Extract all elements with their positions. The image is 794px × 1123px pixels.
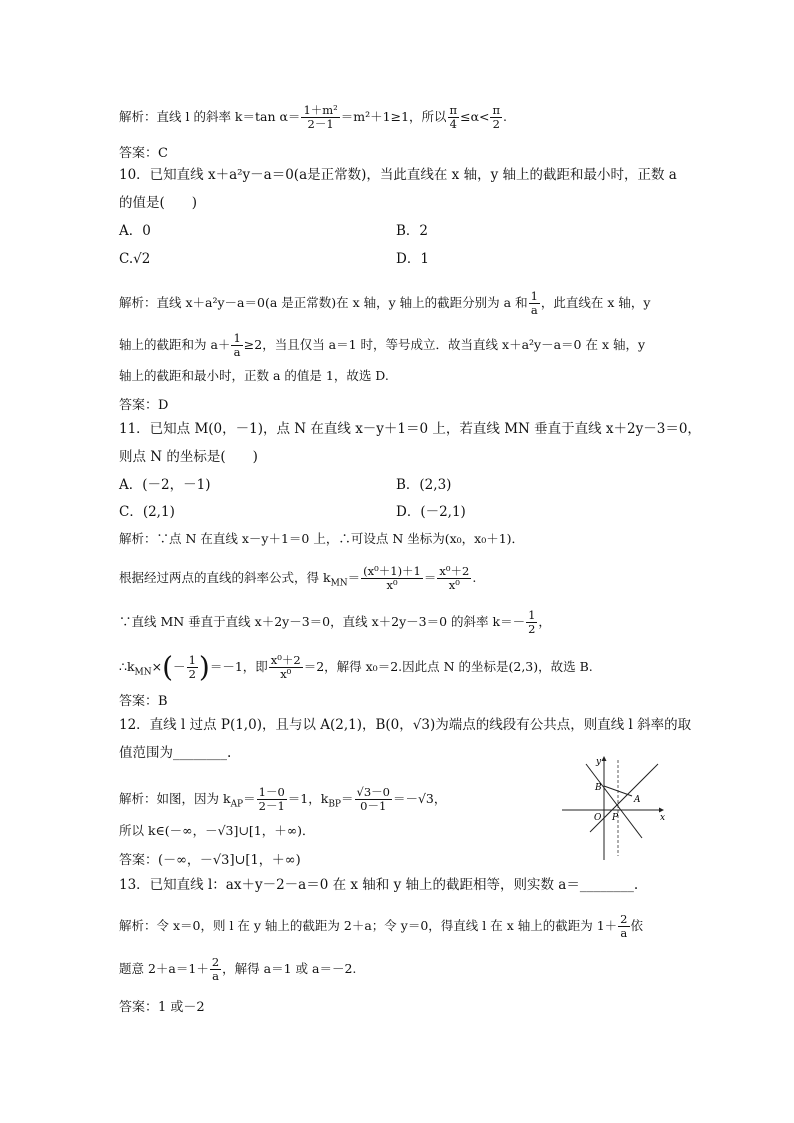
text: ∴k (119, 659, 135, 674)
question-11-line-1: 11．已知点 M(0，－1)，点 N 在直线 x－y＋1＝0 上，若直线 MN 垂直于直线 x＋2y－3＝0， (119, 421, 701, 437)
denominator: 2 (528, 622, 536, 636)
solution-12-line-1 (119, 786, 446, 814)
answer-13: 答案：1 或－2 (119, 1000, 205, 1015)
denominator: 2 (492, 117, 500, 131)
question-10-line-1: 10．已知直线 x＋a²y－a＝0(a是正常数)，当此直线在 x 轴，y 轴上的截距和最小时，正数 a (119, 167, 677, 183)
fraction (257, 786, 287, 813)
solution-11-line-1: 解析：∵点 N 在直线 x－y＋1＝0 上，∴可设点 N 坐标为(x₀，x₀＋1)． (119, 531, 525, 546)
denominator: a (233, 345, 241, 359)
solution-11-line-4 (119, 650, 593, 684)
option-b: B．(2,3) (396, 477, 452, 493)
numerator: x⁰＋2 (439, 564, 470, 578)
fraction (529, 290, 540, 317)
subscript: AP (230, 799, 244, 810)
numerator: 1 (530, 289, 538, 303)
option-b: B．2 (396, 223, 429, 239)
denominator: a (530, 303, 538, 317)
denominator: 2 (188, 667, 196, 681)
text: 轴上的截距和为 a＋ (119, 337, 231, 352)
option-c: C.√2 (119, 251, 151, 267)
option-a: A．0 (119, 223, 151, 239)
fraction (210, 956, 221, 983)
text: × (151, 659, 163, 674)
numerator: π (449, 103, 458, 117)
text: ＝ (243, 791, 256, 806)
numerator: π (492, 103, 501, 117)
text: ＝m²＋1≥1，所以 (340, 109, 447, 124)
text: . (503, 109, 508, 124)
text: ， (538, 614, 551, 629)
point-b-label: B (595, 783, 602, 793)
numerator: √3－0 (356, 785, 390, 799)
numerator: 2 (211, 955, 220, 969)
solution-10-line-1 (119, 290, 650, 317)
text: ≥2，当且仅当 a＝1 时，等号成立．故当直线 x＋a²y－a＝0 在 x 轴，y (243, 337, 646, 352)
option-a: A．(－2，－1) (119, 477, 211, 493)
text: ≤α< (460, 109, 490, 124)
question-11-line-2: 则点 N 的坐标是( ) (119, 449, 258, 465)
origin-label: O (594, 813, 602, 823)
fraction (437, 565, 471, 592)
answer-10: 答案：D (119, 398, 169, 413)
question-12-line-1: 12．直线 l 过点 P(1,0)，且与以 A(2,1)，B(0，√3)为端点的线段有公共点，则直线 l 斜率的取 (119, 717, 692, 733)
answer-9: 答案：C (119, 146, 168, 161)
text: ＝2，解得 x₀＝2.因此点 N 的坐标是(2,3)，故选 B. (303, 659, 593, 674)
fraction (448, 104, 460, 131)
answer-11: 答案：B (119, 694, 168, 709)
left-paren: ( (162, 650, 174, 684)
fraction (361, 565, 423, 592)
denominator: a (620, 926, 628, 940)
question-10-line-2: 的值是( ) (119, 195, 198, 211)
answer-12: 答案：(－∞，－√3]∪[1，＋∞) (119, 853, 301, 868)
solution-11-line-3 (119, 609, 551, 636)
point-a-label: A (634, 795, 641, 805)
solution-13-line-2 (119, 956, 356, 983)
subscript: BP (328, 799, 341, 810)
line-1 (119, 104, 507, 131)
text: ＝－1，即 (209, 659, 268, 674)
fraction (301, 104, 339, 131)
subscript: MN (330, 578, 348, 589)
text: ∵直线 MN 垂直于直线 x＋2y－3＝0，直线 x＋2y－3＝0 的斜率 k＝－ (119, 614, 526, 629)
text: － (173, 659, 186, 674)
y-axis-label: y (596, 757, 602, 767)
numerator: 1 (188, 653, 196, 667)
fraction (355, 786, 392, 813)
denominator: x⁰ (280, 667, 292, 681)
geometry-figure (560, 752, 672, 864)
text: 解析：如图，因为 k (119, 791, 231, 806)
option-c: C．(2,1) (119, 504, 175, 520)
text: ＝1，k (287, 791, 329, 806)
text: 解析：令 x＝0，则 l 在 y 轴上的截距为 2＋a；令 y＝0，得直线 l 在 x 轴上的截距为 1＋ (119, 918, 618, 933)
question-13: 13．已知直线 l：ax＋y－2－a＝0 在 x 轴和 y 轴上的截距相等，则实数 a＝________. (119, 877, 639, 893)
x-axis-arrow (659, 808, 664, 813)
numerator: 1－0 (258, 785, 285, 799)
fraction (269, 654, 303, 681)
numerator: x⁰＋2 (270, 653, 301, 667)
denominator: 0－1 (360, 799, 387, 813)
text: 依 (630, 918, 644, 933)
numerator: 1 (233, 331, 241, 345)
text: 根据经过两点的直线的斜率公式，得 k (119, 570, 331, 585)
question-12-line-2: 值范围为________. (119, 745, 232, 761)
fraction (526, 609, 537, 636)
fraction (231, 332, 242, 359)
denominator: x⁰ (386, 578, 398, 592)
right-paren: ) (198, 650, 210, 684)
denominator: 2－1 (307, 117, 334, 131)
fraction (187, 654, 198, 681)
solution-10-line-3: 轴上的截距和最小时，正数 a 的值是 1，故选 D. (119, 368, 389, 383)
denominator: x⁰ (448, 578, 460, 592)
text: 题意 2＋a＝1＋ (119, 961, 209, 976)
text: ＝ (347, 570, 361, 585)
text: ，解得 a＝1 或 a＝－2. (222, 961, 357, 976)
solution-11-line-2 (119, 565, 476, 593)
numerator: (x⁰＋1)＋1 (363, 564, 421, 578)
text: ，此直线在 x 轴，y (540, 295, 651, 310)
solution-13-line-1 (119, 913, 643, 940)
numerator: 1 (528, 608, 536, 622)
text: ＝－√3， (392, 791, 447, 806)
denominator: a (212, 969, 219, 983)
denominator: 4 (449, 117, 457, 131)
denominator: 2－1 (258, 799, 285, 813)
fraction (618, 913, 629, 940)
y-axis-arrow (602, 756, 607, 761)
numerator: 1＋m² (303, 103, 338, 117)
text: 解析：直线 l 的斜率 k＝tan α＝ (119, 109, 301, 124)
solution-10-line-2 (119, 332, 645, 359)
text: ＝ (423, 570, 437, 585)
fraction (490, 104, 502, 131)
text: ＝ (340, 791, 354, 806)
option-d: D．1 (396, 251, 429, 267)
text: . (472, 570, 477, 585)
option-d: D．(－2,1) (396, 504, 466, 520)
x-axis-label: x (660, 813, 666, 823)
solution-12-line-2: 所以 k∈(－∞，－√3]∪[1，＋∞)． (119, 823, 315, 838)
subscript: MN (134, 667, 152, 678)
text: 解析：直线 x＋a²y－a＝0(a 是正常数)在 x 轴，y 轴上的截距分别为 a 和 (119, 295, 528, 310)
numerator: 2 (620, 912, 628, 926)
point-p-label: P (612, 813, 619, 823)
